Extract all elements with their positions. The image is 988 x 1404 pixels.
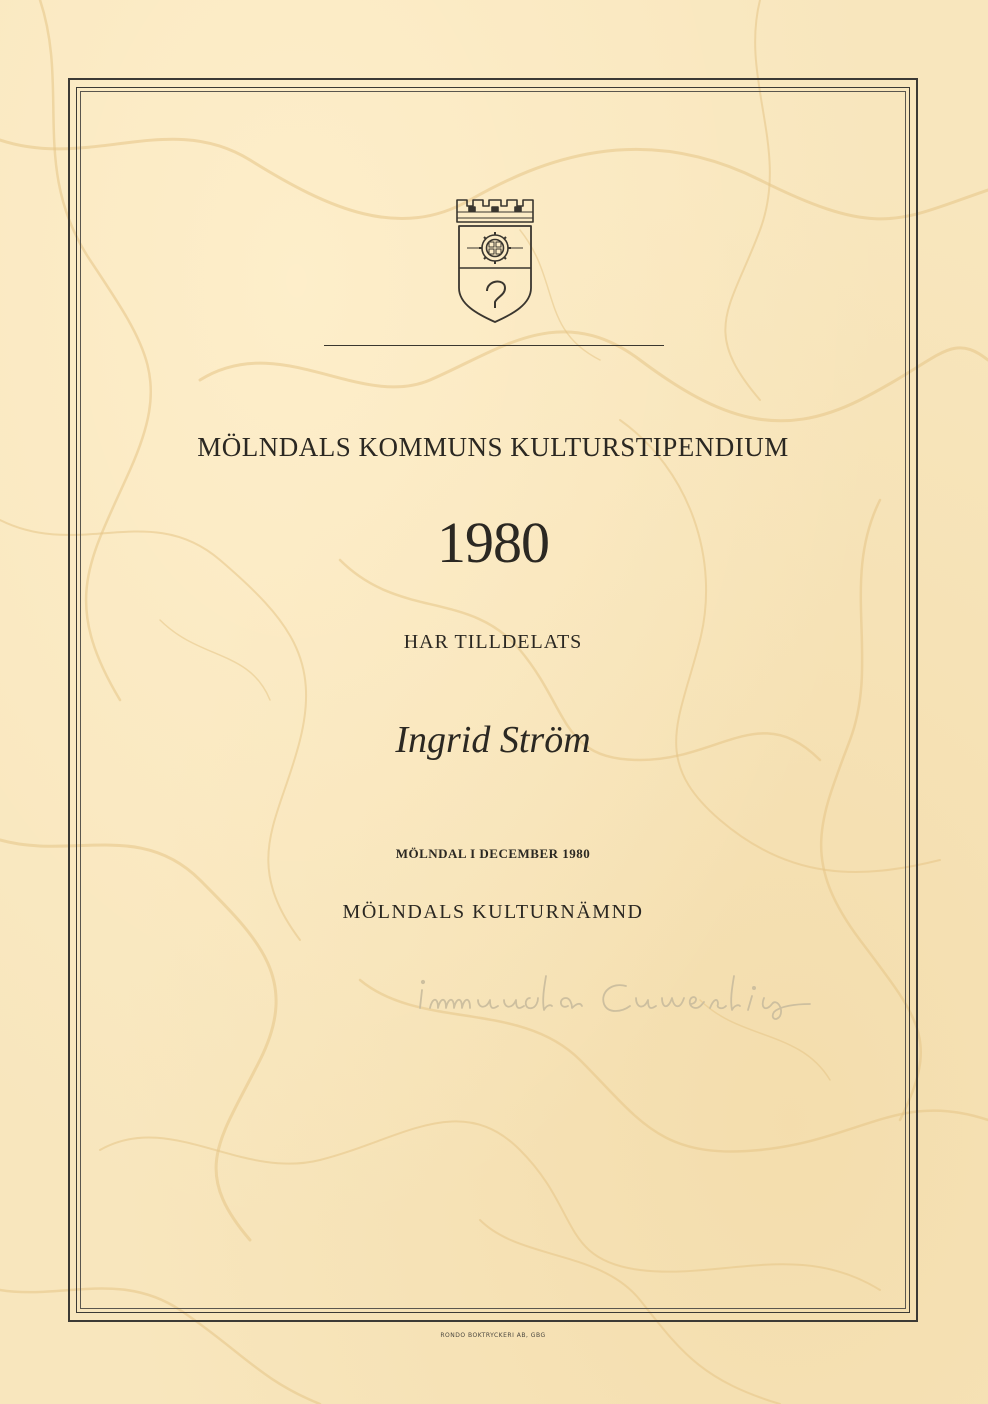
- handwritten-signature: [400, 968, 830, 1038]
- award-year: 1980: [437, 510, 549, 575]
- printer-imprint: RONDO BOKTRYCKERI AB, GBG: [440, 1332, 546, 1339]
- coat-of-arms-icon: [453, 196, 537, 324]
- certificate-title: MÖLNDALS KOMMUNS KULTURSTIPENDIUM: [197, 432, 789, 462]
- issuer: MÖLNDALS KULTURNÄMND: [342, 901, 644, 923]
- recipient-name: Ingrid Ström: [395, 719, 591, 761]
- divider-rule: [324, 345, 664, 346]
- awarded-text: HAR TILLDELATS: [403, 631, 583, 653]
- place-date: MÖLNDAL I DECEMBER 1980: [395, 846, 591, 861]
